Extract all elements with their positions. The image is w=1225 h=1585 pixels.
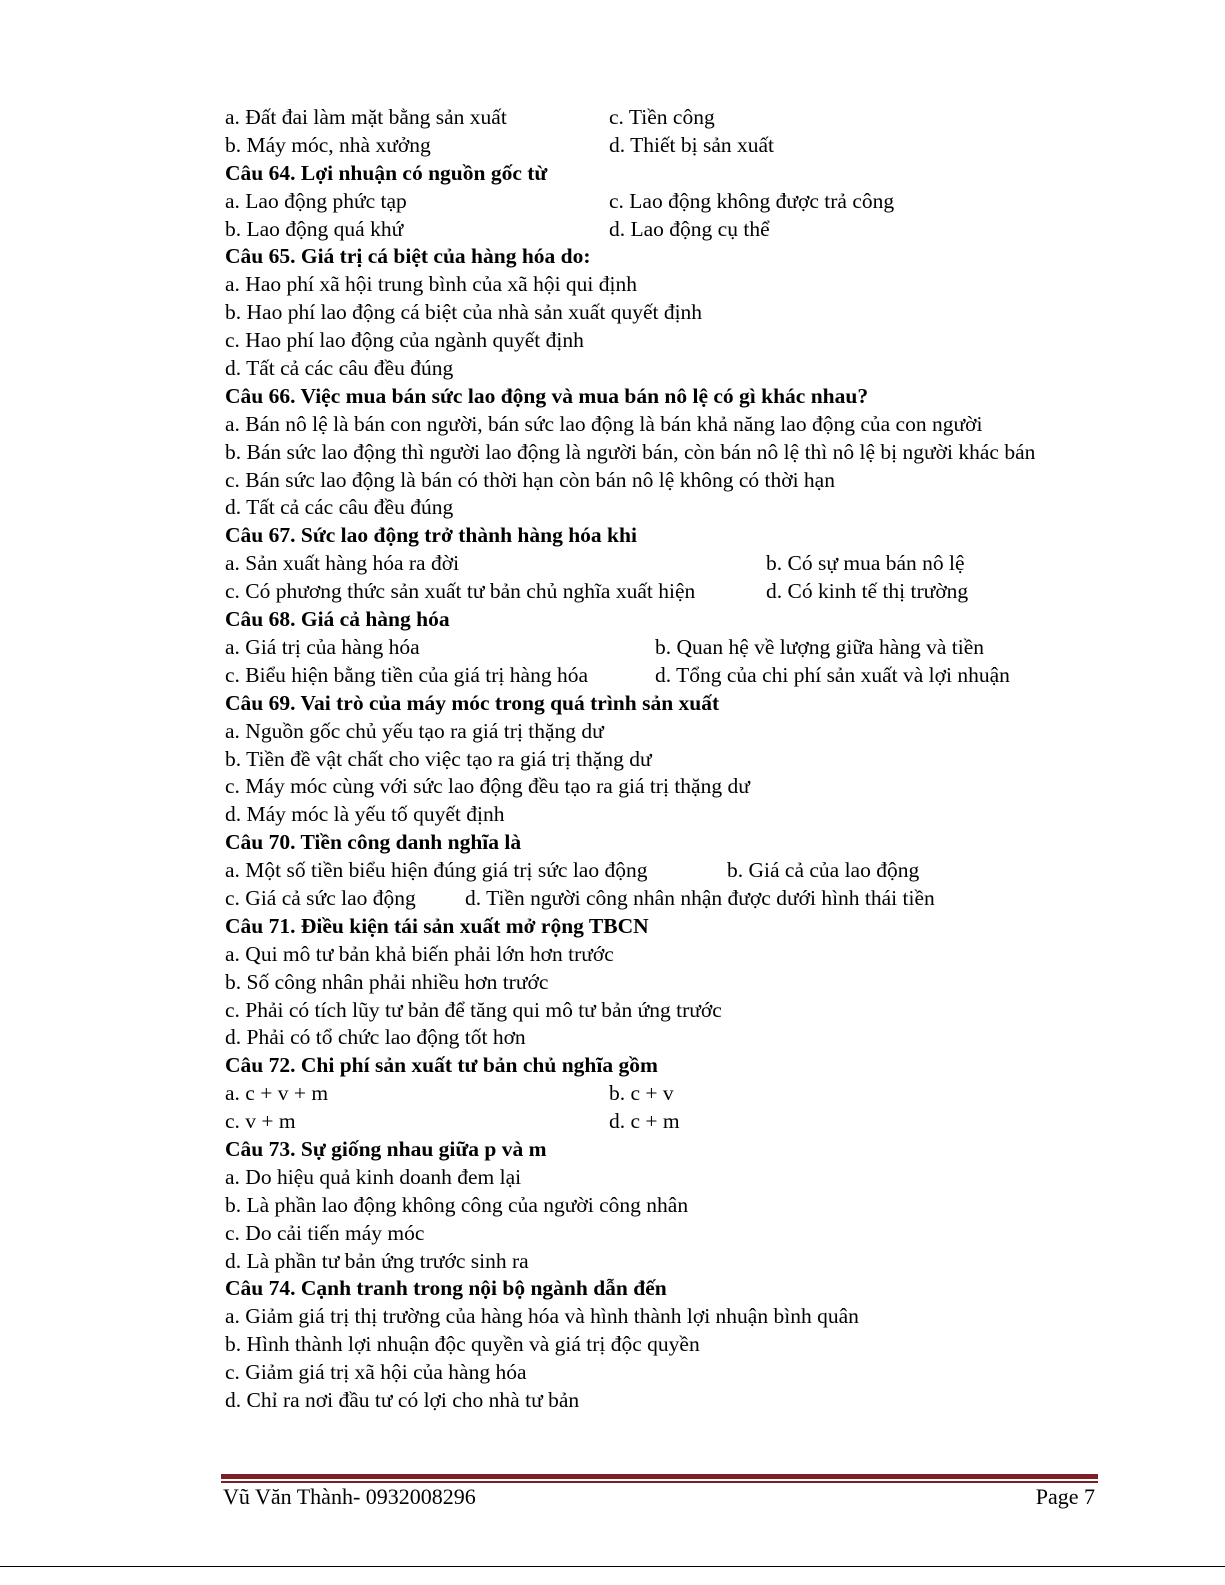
option-b: b. Giá cả của lao động xyxy=(727,858,920,883)
option-c: c. Lao động không được trả công xyxy=(609,188,895,213)
option-c: c. v + m xyxy=(225,1109,296,1134)
question-title-70: Câu 70. Tiền công danh nghĩa là xyxy=(225,830,522,855)
question-title-74: Câu 74. Cạnh tranh trong nội bộ ngành dẫn đến xyxy=(225,1276,667,1301)
option-a: a. Sản xuất hàng hóa ra đời xyxy=(225,551,460,576)
option-d: d. Là phần tư bản ứng trước sinh ra xyxy=(225,1248,529,1273)
option-row xyxy=(225,1108,1105,1136)
document-body xyxy=(225,104,1105,1415)
question-title-66: Câu 66. Việc mua bán sức lao động và mua bán nô lệ có gì khác nhau? xyxy=(225,383,869,408)
option-a: a. Qui mô tư bản khả biến phải lớn hơn trước xyxy=(225,941,614,966)
option-d: d. Tất cả các câu đều đúng xyxy=(225,356,454,381)
option-d: d. Thiết bị sản xuất xyxy=(609,132,775,157)
question-title-73: Câu 73. Sự giống nhau giữa p và m xyxy=(225,1136,547,1161)
option-a: a. Lao động phức tạp xyxy=(225,188,407,213)
option-c: c. Giá cả sức lao động xyxy=(225,885,416,910)
option-b: b. Quan hệ về lượng giữa hàng và tiền xyxy=(655,634,985,659)
option-b: b. Hao phí lao động cá biệt của nhà sản xuất quyết định xyxy=(225,300,703,325)
option-b: b. Hình thành lợi nhuận độc quyền và giá trị độc quyền xyxy=(225,1332,700,1357)
option-row xyxy=(225,104,1105,132)
option-d: d. c + m xyxy=(609,1109,680,1134)
option-b: b. Số công nhân phải nhiều hơn trước xyxy=(225,969,549,994)
option-row xyxy=(225,550,1105,578)
option-row xyxy=(225,885,1105,913)
option-d: d. Lao động cụ thể xyxy=(609,216,770,241)
option-a: a. Giá trị của hàng hóa xyxy=(225,634,420,659)
option-b: b. Máy móc, nhà xưởng xyxy=(225,132,431,157)
option-d: d. Tiền người công nhân nhận được dưới hình thái tiền xyxy=(465,885,935,910)
option-row xyxy=(225,634,1105,662)
footer-divider-thin xyxy=(221,1481,1098,1483)
option-a: a. Hao phí xã hội trung bình của xã hội qui định xyxy=(225,272,638,297)
question-title-69: Câu 69. Vai trò của máy móc trong quá trình sản xuất xyxy=(225,690,720,715)
question-title-68: Câu 68. Giá cả hàng hóa xyxy=(225,607,450,632)
option-c: c. Có phương thức sản xuất tư bản chủ nghĩa xuất hiện xyxy=(225,579,696,604)
option-a: a. Bán nô lệ là bán con người, bán sức lao động là bán khả năng lao động của con người xyxy=(225,411,983,436)
option-c: c. Máy móc cùng với sức lao động đều tạo ra giá trị thặng dư xyxy=(225,774,750,799)
page-edge-divider xyxy=(0,1566,1225,1567)
option-row xyxy=(225,578,1105,606)
option-c: c. Phải có tích lũy tư bản để tăng qui mô tư bản ứng trước xyxy=(225,997,722,1022)
option-row xyxy=(225,662,1105,690)
option-b: b. Là phần lao động không công của người công nhân xyxy=(225,1192,689,1217)
option-a: a. Giảm giá trị thị trường của hàng hóa và hình thành lợi nhuận bình quân xyxy=(225,1304,859,1329)
option-c: c. Giảm giá trị xã hội của hàng hóa xyxy=(225,1360,527,1385)
option-b: b. Có sự mua bán nô lệ xyxy=(766,551,965,576)
option-d: d. Có kinh tế thị trường xyxy=(766,579,969,604)
option-c: c. Biểu hiện bằng tiền của giá trị hàng hóa xyxy=(225,662,588,687)
option-row xyxy=(225,216,1105,244)
option-c: c. Bán sức lao động là bán có thời hạn còn bán nô lệ không có thời hạn xyxy=(225,467,835,492)
question-title-65: Câu 65. Giá trị cá biệt của hàng hóa do: xyxy=(225,244,591,269)
option-d: d. Phải có tổ chức lao động tốt hơn xyxy=(225,1025,526,1050)
option-b: b. Tiền đề vật chất cho việc tạo ra giá trị thặng dư xyxy=(225,746,652,771)
footer-page-number: Page 7 xyxy=(1035,1484,1095,1509)
option-row xyxy=(225,857,1105,885)
question-title-67: Câu 67. Sức lao động trở thành hàng hóa khi xyxy=(225,523,637,548)
option-b: b. c + v xyxy=(609,1081,674,1106)
option-a: a. Do hiệu quả kinh doanh đem lại xyxy=(225,1164,522,1189)
question-title-64: Câu 64. Lợi nhuận có nguồn gốc từ xyxy=(225,160,548,185)
footer-divider-thick xyxy=(221,1474,1098,1479)
option-d: d. Máy móc là yếu tố quyết định xyxy=(225,802,505,827)
question-title-72: Câu 72. Chi phí sản xuất tư bản chủ nghĩa gồm xyxy=(225,1053,658,1078)
option-c: c. Hao phí lao động của ngành quyết định xyxy=(225,328,584,353)
option-a: a. c + v + m xyxy=(225,1081,329,1106)
option-a: a. Đất đai làm mặt bằng sản xuất xyxy=(225,105,507,129)
option-b: b. Bán sức lao động thì người lao động là người bán, còn bán nô lệ thì nô lệ bị người khác bán xyxy=(225,439,1036,464)
footer-author: Vũ Văn Thành- 0932008296 xyxy=(223,1484,476,1509)
option-row xyxy=(225,132,1105,160)
option-d: d. Tổng của chi phí sản xuất và lợi nhuận xyxy=(655,662,1010,687)
question-title-71: Câu 71. Điều kiện tái sản xuất mở rộng TBCN xyxy=(225,913,649,938)
option-d: d. Chỉ ra nơi đầu tư có lợi cho nhà tư bản xyxy=(225,1387,580,1412)
option-b: b. Lao động quá khứ xyxy=(225,216,404,241)
option-row xyxy=(225,1080,1105,1108)
option-row xyxy=(225,188,1105,216)
option-c: c. Tiền công xyxy=(609,105,715,129)
option-a: a. Một số tiền biểu hiện đúng giá trị sức lao động xyxy=(225,858,648,883)
option-d: d. Tất cả các câu đều đúng xyxy=(225,495,454,520)
option-a: a. Nguồn gốc chủ yếu tạo ra giá trị thặng dư xyxy=(225,718,604,743)
option-c: c. Do cải tiến máy móc xyxy=(225,1220,425,1245)
